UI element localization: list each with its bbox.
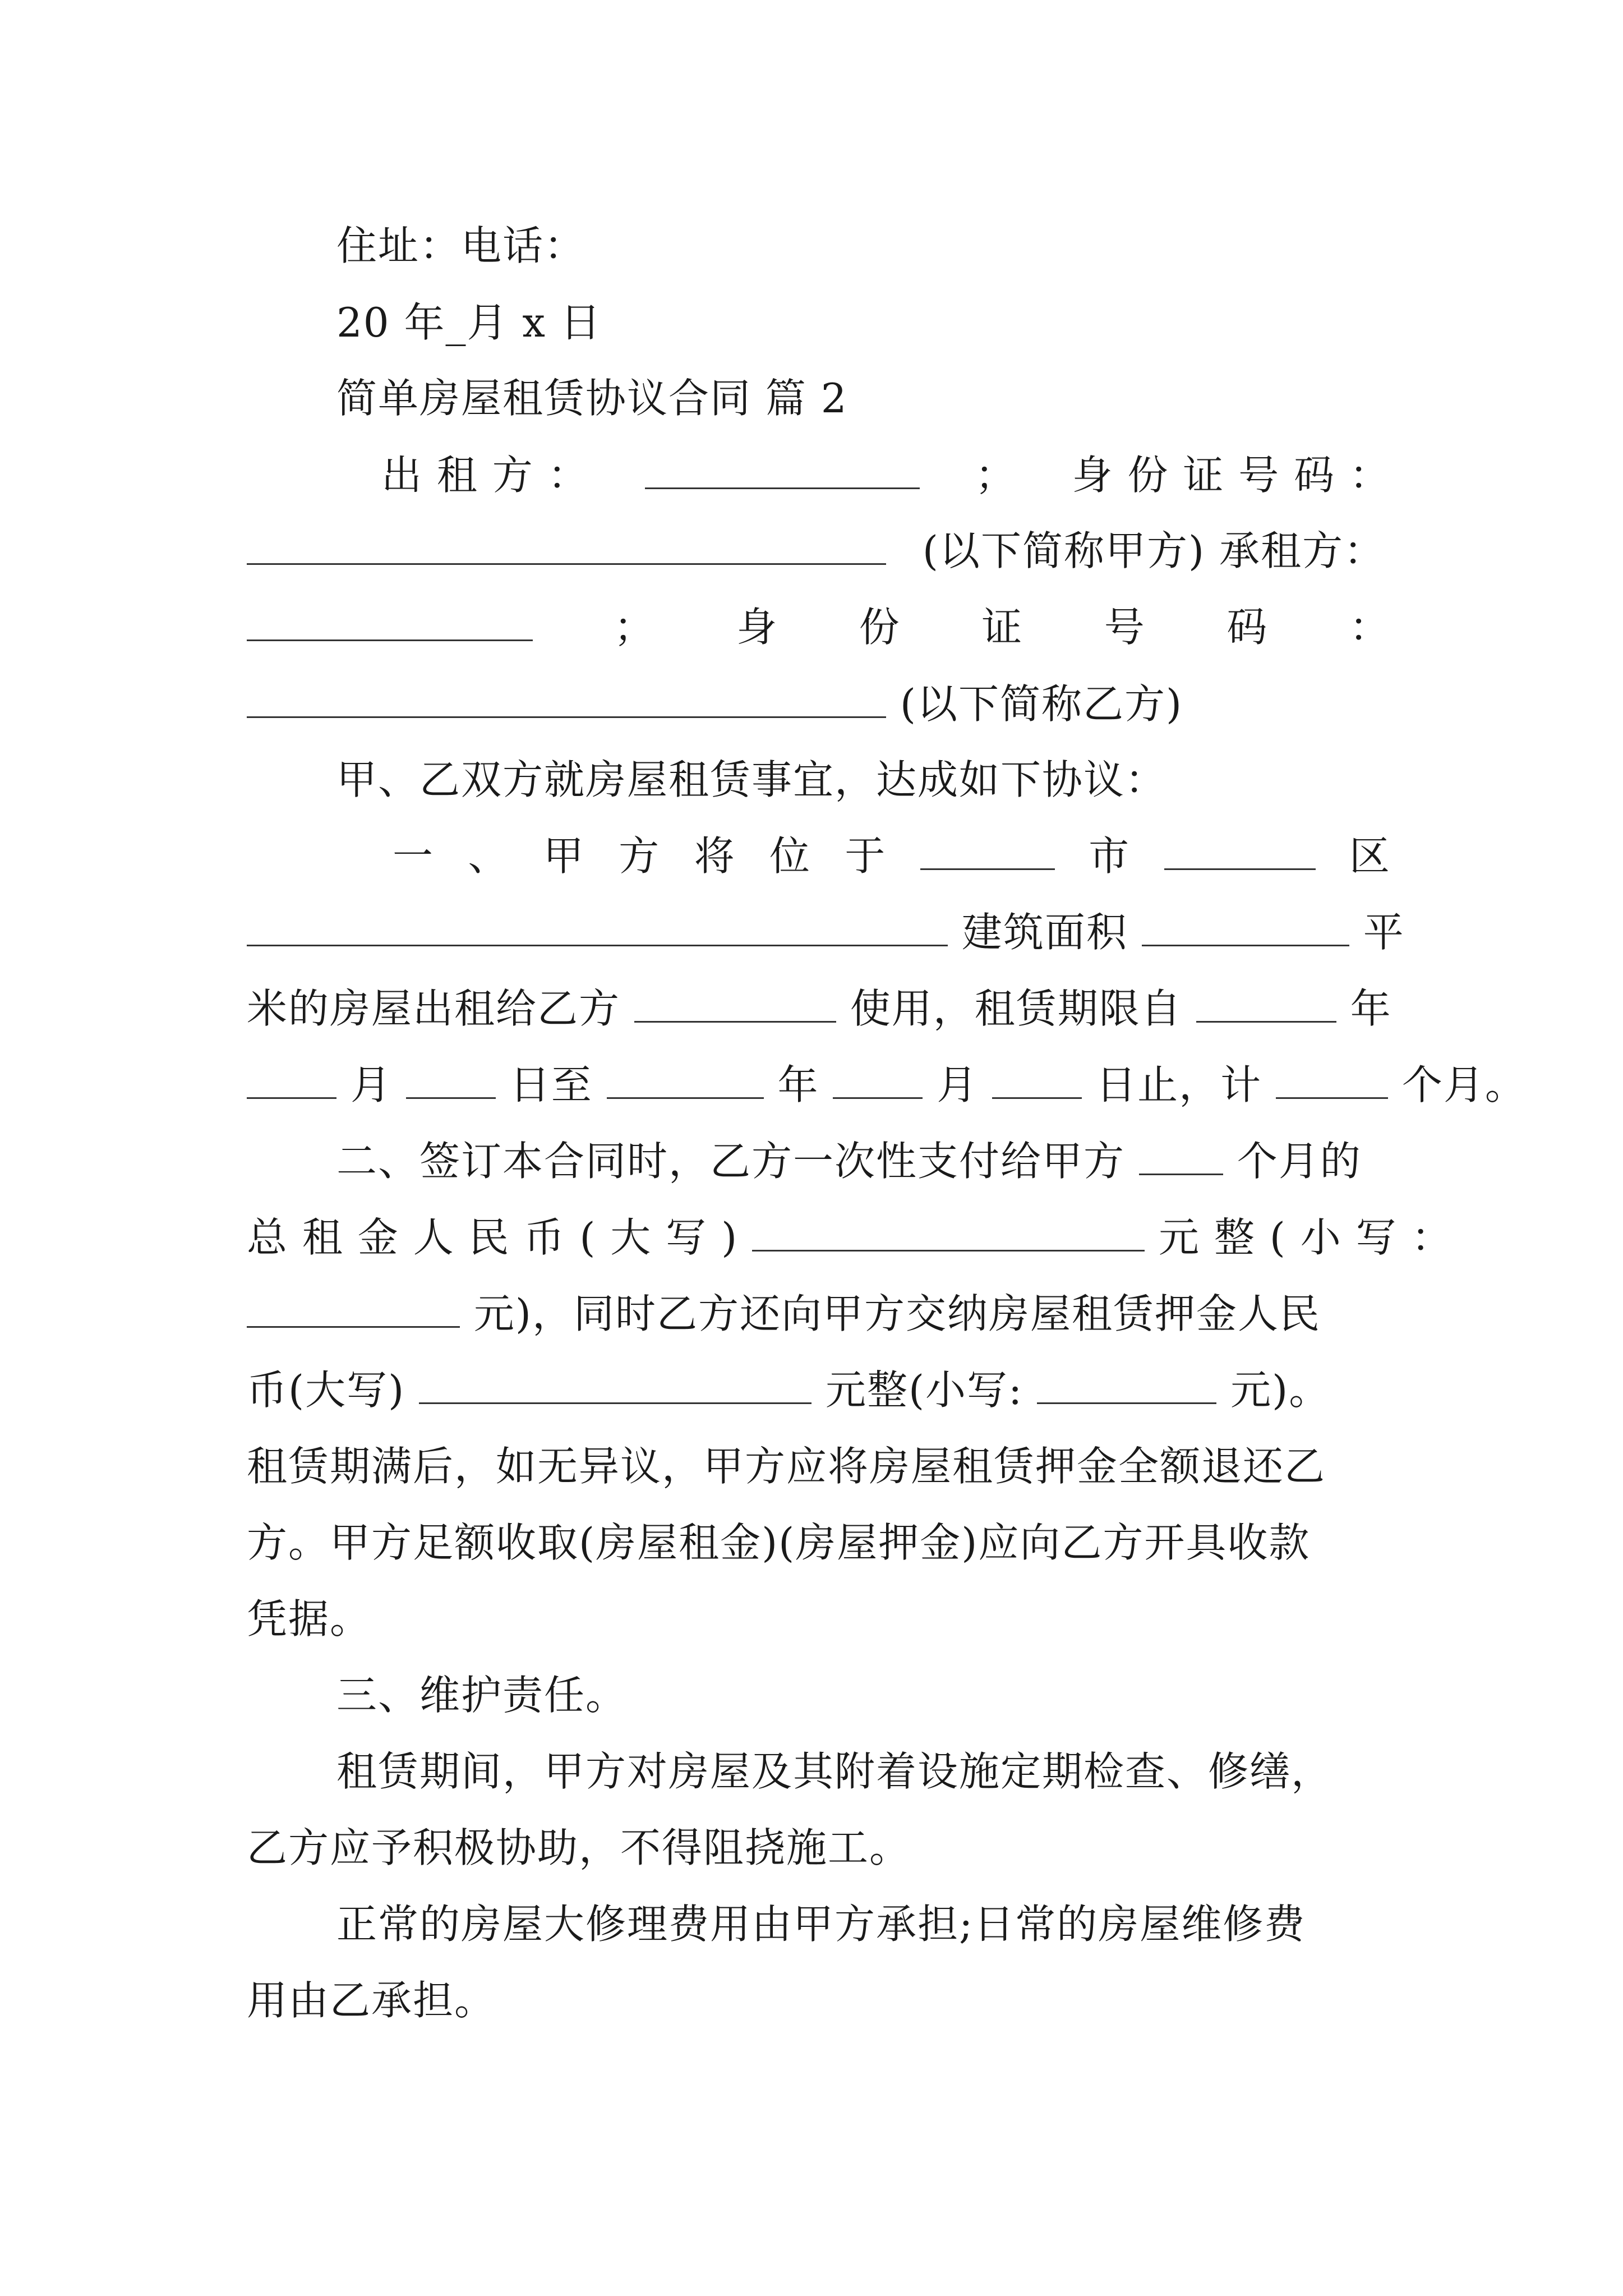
deposit-lower-label: 元整(小写: — [825, 1366, 1023, 1414]
clause-1-char-3: 甲 — [543, 832, 585, 880]
clause-1-char-4: 方 — [619, 832, 661, 880]
rent-upper-label: 总 租 金 人 民 币 ( 大 写 ) — [247, 1214, 739, 1261]
section-title-text: 简单房屋租赁协议合同 篇 2 — [336, 375, 848, 422]
deposit-lower-end: 元)。 — [1230, 1366, 1331, 1414]
address-phone-text: 住址：电话： — [336, 222, 586, 269]
lessor-id-line — [247, 523, 1391, 579]
clause-2-text-1: 二、签订本合同时，乙方一次性支付给甲方 — [336, 1138, 1126, 1185]
clause-3-line-1 — [336, 1743, 1391, 1800]
district-label: 区 — [1349, 832, 1391, 880]
deposit-lower-blank[interactable] — [1037, 1365, 1216, 1404]
rent-upper-blank[interactable] — [752, 1213, 1145, 1251]
clause-2-line-1 — [336, 1133, 1391, 1189]
clause-3-line-2 — [247, 1820, 1391, 1876]
clause-2-text-7: 凭据。 — [247, 1595, 372, 1642]
clause-2-text-6: 方。甲方足额收取(房屋租金)(房屋押金)应向乙方开具收款 — [247, 1519, 1311, 1566]
rent-lower-label: 元 整 ( 小 写 ： — [1158, 1214, 1453, 1261]
lessee-sep: ； — [614, 604, 656, 651]
clause-3-heading — [336, 1667, 1391, 1723]
area-unit-start: 平 — [1363, 909, 1405, 956]
end-month-label: 月 — [937, 1061, 979, 1108]
clause-1-char-5: 将 — [694, 832, 736, 880]
lease-to-text: 米的房屋出租给乙方 — [247, 985, 621, 1032]
lessee-line — [247, 599, 1391, 655]
end-month-blank[interactable] — [833, 1060, 923, 1099]
district-blank[interactable] — [1164, 831, 1316, 870]
address-blank[interactable] — [247, 908, 948, 946]
date-line — [336, 295, 1391, 351]
clause-1-char-2: 、 — [468, 832, 510, 880]
lessor-id-label: 身 份 证 号 码 ： — [1072, 452, 1391, 499]
end-day-blank[interactable] — [992, 1060, 1082, 1099]
lessor-id-blank[interactable] — [247, 526, 886, 565]
lessor-line — [381, 447, 1391, 503]
city-label: 市 — [1089, 832, 1131, 880]
clause-2-line-2 — [247, 1209, 1453, 1266]
clause-2-line-5 — [247, 1438, 1391, 1494]
clause-2-line-3 — [247, 1286, 1391, 1342]
prepaid-months-blank[interactable] — [1139, 1137, 1223, 1175]
clause-1-line-2 — [247, 904, 1405, 960]
clause-3-text-4: 用由乙承担。 — [247, 1977, 496, 2024]
clause-3-text-2: 乙方应予积极协助，不得阻挠施工。 — [247, 1824, 911, 1871]
deposit-upper-blank[interactable] — [419, 1365, 811, 1404]
area-blank[interactable] — [1142, 908, 1349, 946]
clause-2-line-6 — [247, 1515, 1391, 1571]
deposit-intro-text: 元)，同时乙方还向甲方交纳房屋租赁押金人民 — [473, 1290, 1321, 1337]
clause-3-line-3 — [336, 1896, 1391, 1952]
lessee-id-char-2: 份 — [859, 604, 901, 651]
clause-3-line-4 — [247, 1972, 1391, 2028]
lessee-id-char-3: 证 — [981, 604, 1023, 651]
lessor-name-blank[interactable] — [645, 450, 920, 489]
agreement-intro — [336, 752, 1391, 808]
clause-1-line-4 — [247, 1057, 1527, 1113]
clause-1-char-7: 于 — [845, 832, 887, 880]
lessor-sep: ； — [975, 452, 1017, 499]
lessee-id-line — [247, 676, 1391, 732]
clause-1-char-6: 位 — [769, 832, 811, 880]
clause-3-text-1: 租赁期间，甲方对房屋及其附着设施定期检查、修缮， — [336, 1748, 1333, 1795]
clause-3-heading-text: 三、维护责任。 — [336, 1672, 628, 1719]
lessee-id-char-1: 身 — [736, 604, 778, 651]
lessee-alias-text: (以下简称乙方) — [900, 680, 1183, 728]
lessee-name-blank[interactable] — [247, 602, 533, 641]
clause-1-char-1: 一 — [393, 832, 435, 880]
lessor-alias-text: (以下简称甲方) 承租方： — [922, 527, 1385, 574]
clause-2-text-2: 个月的 — [1237, 1138, 1362, 1185]
section-title — [336, 370, 1391, 426]
lease-term-text: 使用，租赁期限自 — [850, 985, 1182, 1032]
start-year-blank[interactable] — [1196, 984, 1336, 1023]
date-text: 20 年_月 x 日 — [336, 299, 602, 346]
end-year-label: 年 — [777, 1061, 819, 1108]
start-year-label: 年 — [1350, 985, 1392, 1032]
clause-1-line-1 — [393, 828, 1391, 884]
agreement-intro-text: 甲、乙双方就房屋租赁事宜，达成如下协议： — [336, 756, 1167, 803]
deposit-upper-label: 币(大写) — [247, 1366, 405, 1414]
address-phone-line — [336, 218, 1391, 274]
start-month-blank[interactable] — [247, 1060, 336, 1099]
area-label: 建筑面积 — [961, 909, 1128, 956]
clause-2-line-7 — [247, 1591, 1391, 1647]
lessee-id-char-5: 码 — [1227, 604, 1269, 651]
start-day-label: 日至 — [509, 1061, 593, 1108]
lessee-id-char-4: 号 — [1104, 604, 1146, 651]
months-count-blank[interactable] — [1276, 1060, 1388, 1099]
end-day-label: 日止，计 — [1096, 1061, 1262, 1108]
rent-lower-blank[interactable] — [247, 1289, 460, 1328]
clause-2-line-4 — [247, 1362, 1391, 1418]
lessor-label: 出 租 方 ： — [381, 452, 589, 499]
start-day-blank[interactable] — [406, 1060, 496, 1099]
usage-blank[interactable] — [634, 984, 836, 1023]
city-blank[interactable] — [920, 831, 1055, 870]
clause-1-line-3 — [247, 981, 1391, 1037]
start-month-label: 月 — [350, 1061, 392, 1108]
lessee-id-blank[interactable] — [247, 679, 886, 718]
lessee-id-colon: ： — [1349, 604, 1391, 651]
end-year-blank[interactable] — [607, 1060, 764, 1099]
clause-3-text-3: 正常的房屋大修理费用由甲方承担;日常的房屋维修费 — [336, 1901, 1306, 1948]
clause-2-text-5: 租赁期满后，如无异议，甲方应将房屋租赁押金全额退还乙 — [247, 1443, 1326, 1490]
months-label: 个月。 — [1401, 1061, 1527, 1108]
